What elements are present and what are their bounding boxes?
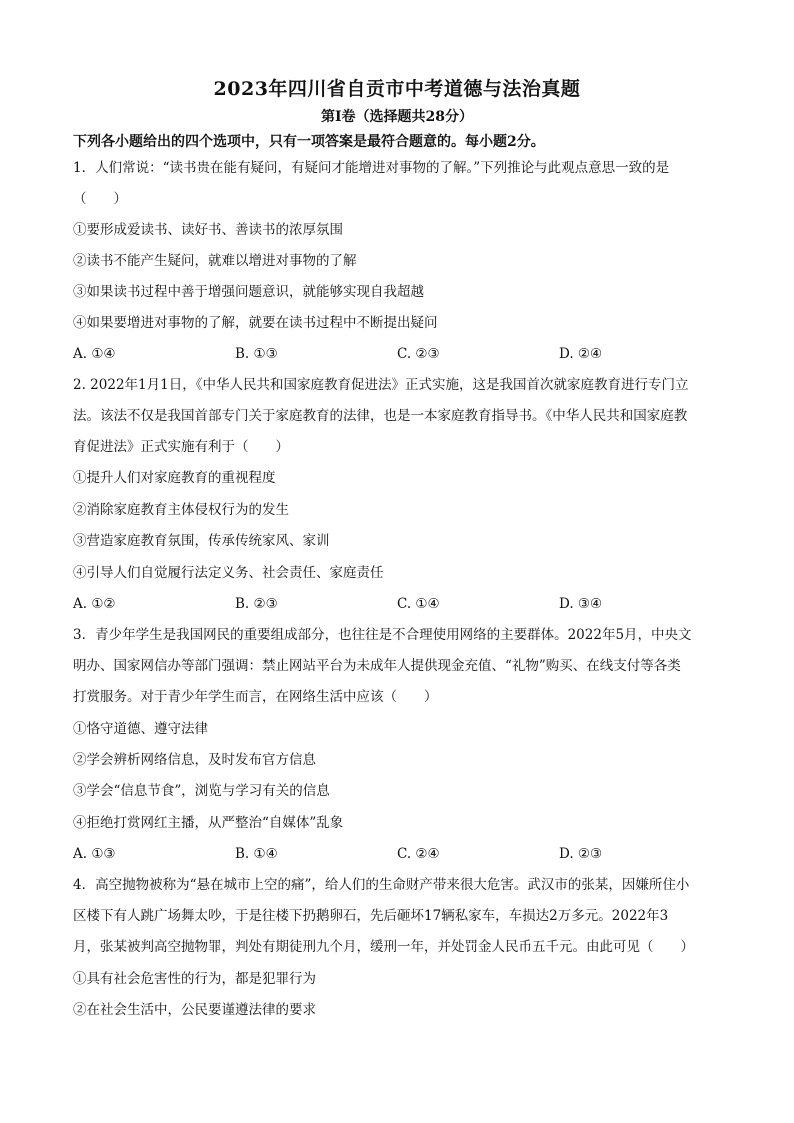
section-heading: 第Ⅰ卷（选择题共28分） bbox=[320, 109, 474, 125]
question-3-statement-4: ④拒绝打赏网红主播，从严整治“自媒体”乱象 bbox=[73, 815, 344, 831]
question-3-statement-2: ②学会辨析网络信息，及时发布官方信息 bbox=[73, 752, 316, 768]
question-1-statement-4: ④如果要增进对事物的了解，就要在读书过程中不断提出疑问 bbox=[73, 315, 438, 331]
option-b: B. ①④ bbox=[235, 846, 278, 862]
option-b: B. ①③ bbox=[235, 346, 278, 362]
question-2-line-3: 育促进法》正式实施有利于（ ） bbox=[73, 439, 289, 455]
question-1-line-2: （ ） bbox=[73, 191, 127, 207]
question-2-statement-1: ①提升人们对家庭教育的重视程度 bbox=[73, 470, 276, 486]
option-c: C. ①④ bbox=[397, 596, 440, 612]
question-3-line-3: 打赏服务。对于青少年学生而言，在网络生活中应该（ ） bbox=[73, 689, 438, 705]
question-4-line-1: 4．高空抛物被称为“悬在城市上空的痛”，给人们的生命财产带来很大危害。武汉市的张某，因嫌所住小 bbox=[73, 877, 690, 893]
question-3-line-1: 3．青少年学生是我国网民的重要组成部分，也往往是不合理使用网络的主要群体。2022年5月，中央文 bbox=[73, 627, 692, 643]
question-1-statement-1: ①要形成爱读书、读好书、善读书的浓厚氛围 bbox=[73, 222, 343, 238]
question-1-statement-3: ③如果读书过程中善于增强问题意识，就能够实现自我超越 bbox=[73, 284, 424, 300]
option-a: A. ①② bbox=[73, 596, 116, 612]
option-c: C. ②④ bbox=[397, 846, 440, 862]
question-3-statement-1: ①恪守道德、遵守法律 bbox=[73, 721, 208, 737]
option-a: A. ①④ bbox=[73, 346, 116, 362]
option-d: D. ③④ bbox=[559, 596, 603, 612]
question-4-line-3: 月，张某被判高空抛物罪，判处有期徒刑九个月，缓刑一年，并处罚金人民币五千元。由此可见（ ） bbox=[73, 939, 694, 955]
question-2-statement-3: ③营造家庭教育氛围，传承传统家风、家训 bbox=[73, 533, 330, 549]
question-4-statement-1: ①具有社会危害性的行为，都是犯罪行为 bbox=[73, 971, 316, 987]
question-4-statement-2: ②在社会生活中，公民要谨遵法律的要求 bbox=[73, 1002, 316, 1018]
question-3-statement-3: ③学会“信息节食”，浏览与学习有关的信息 bbox=[73, 783, 330, 799]
option-d: D. ②③ bbox=[559, 846, 603, 862]
option-c: C. ②③ bbox=[397, 346, 440, 362]
question-1-line-1: 1．人们常说：“读书贵在能有疑问，有疑问才能增进对事物的了解。”下列推论与此观点意思一致的是 bbox=[73, 160, 670, 176]
option-d: D. ②④ bbox=[559, 346, 603, 362]
question-2-line-1: 2. 2022年1月1日，《中华人民共和国家庭教育促进法》正式实施，这是我国首次就家庭教育进行专门立 bbox=[73, 377, 689, 393]
question-2-line-2: 法。该法不仅是我国首部专门关于家庭教育的法律，也是一本家庭教育指导书。《中华人民共和国家庭教 bbox=[73, 408, 688, 424]
instruction-text: 下列各小题给出的四个选项中，只有一项答案是最符合题意的。每小题2分。 bbox=[73, 134, 545, 150]
question-2-statement-2: ②消除家庭教育主体侵权行为的发生 bbox=[73, 502, 289, 518]
page-title: 2023年四川省自贡市中考道德与法治真题 bbox=[213, 78, 581, 100]
question-2-statement-4: ④引导人们自觉履行法定义务、社会责任、家庭责任 bbox=[73, 565, 384, 581]
question-3-line-2: 明办、国家网信办等部门强调：禁止网站平台为未成年人提供现金充值、“礼物”购买、在线支付等各类 bbox=[73, 658, 681, 674]
option-b: B. ②③ bbox=[235, 596, 278, 612]
option-a: A. ①③ bbox=[73, 846, 116, 862]
question-1-statement-2: ②读书不能产生疑问，就难以增进对事物的了解 bbox=[73, 253, 357, 269]
question-4-line-2: 区楼下有人跳广场舞太吵，于是往楼下扔鹅卵石，先后砸坏17辆私家车，车损达2万多元。2022年3 bbox=[73, 908, 669, 924]
